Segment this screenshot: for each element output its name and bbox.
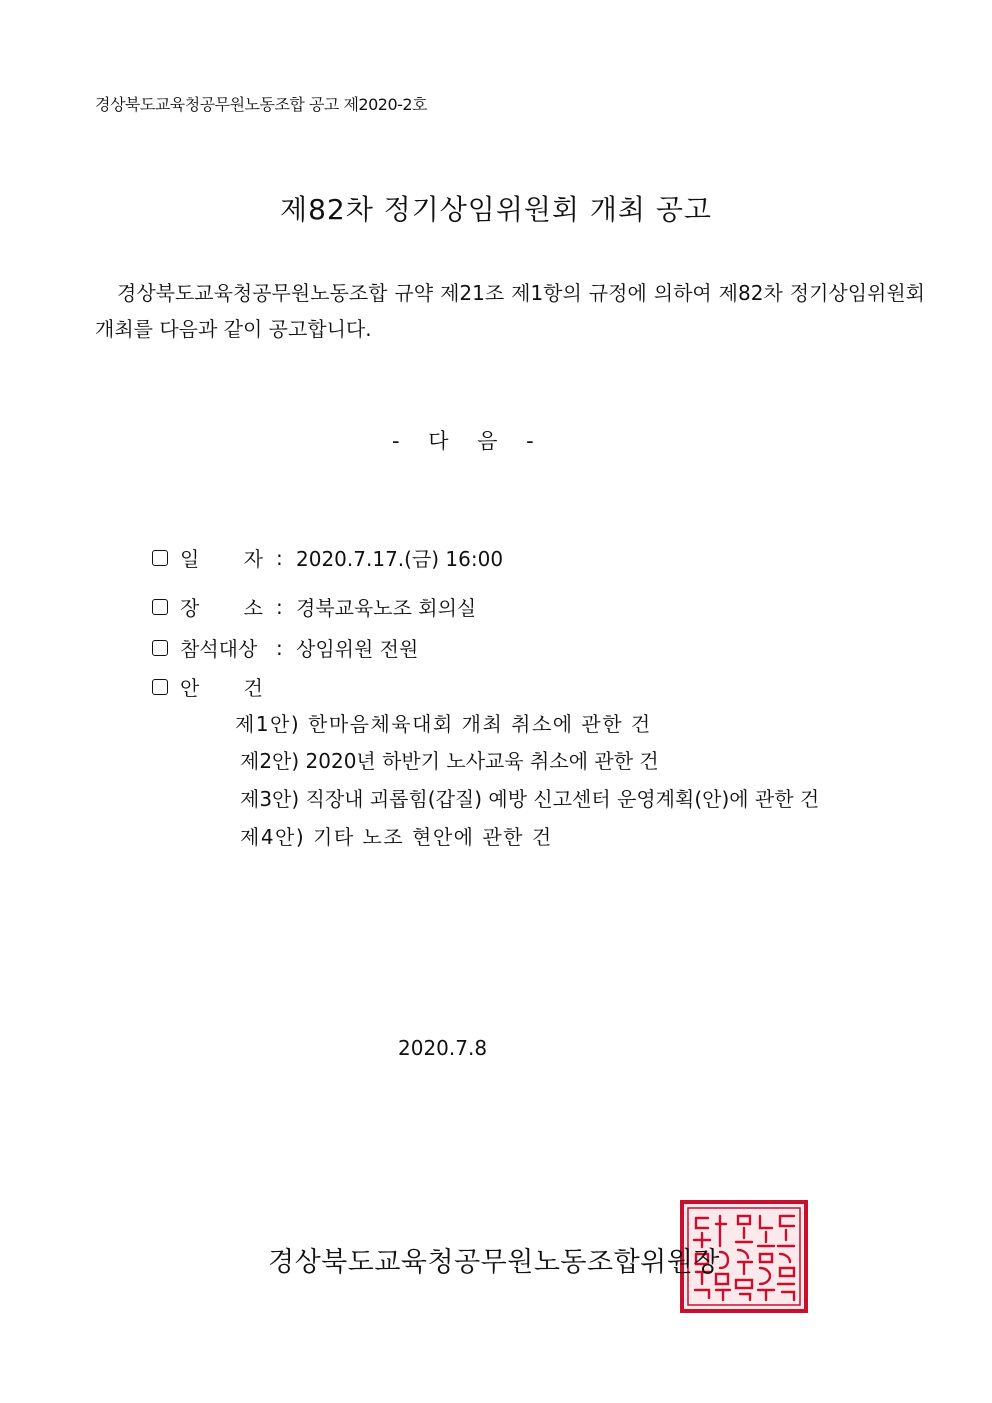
item-date (152, 543, 503, 572)
item-date-colon: : (276, 545, 283, 570)
intro-paragraph: 경상북도교육청공무원노동조합 규약 제21조 제1항의 규정에 의하여 제82차 정기상임위원회 개최를 다음과 같이 공고합니다. (95, 281, 925, 341)
item-place-value: 경북교육노조 회의실 (296, 596, 477, 620)
checkbox-square-icon (152, 679, 168, 695)
item-date-label: 일 자 (180, 547, 263, 571)
item-attendees-colon: : (276, 635, 283, 660)
item-attendees-value: 상임위원 전원 (296, 637, 419, 661)
checkbox-square-icon (152, 550, 168, 566)
item-place-colon: : (276, 594, 283, 619)
agenda-item-4: 제4안) 기타 노조 현안에 관한 건 (240, 825, 553, 849)
agenda-item-2: 제2안) 2020년 하반기 노사교육 취소에 관한 건 (240, 749, 659, 773)
agenda-item-3: 제3안) 직장내 괴롭힘(갑질) 예방 신고센터 운영계획(안)에 관한 건 (240, 787, 820, 811)
agenda-item-1: 제1안) 한마음체육대회 개최 취소에 관한 건 (235, 712, 652, 736)
section-heading-daeum: - 다 음 - (392, 429, 534, 453)
notice-number: 경상북도교육청공무원노동조합 공고 제2020-2호 (95, 95, 428, 114)
document-title: 제82차 정기상임위원회 개최 공고 (280, 193, 712, 226)
checkbox-square-icon (152, 599, 168, 615)
signatory-name: 경상북도교육청공무원노동조합위원장 (268, 1247, 720, 1278)
document-date: 2020.7.8 (398, 1036, 488, 1060)
item-agenda (152, 672, 263, 701)
item-attendees-label: 참석대상 (180, 637, 258, 661)
item-place (152, 592, 476, 621)
checkbox-square-icon (152, 640, 168, 656)
item-agenda-label: 안 건 (180, 676, 263, 700)
item-attendees (152, 633, 418, 662)
item-date-value: 2020.7.17.(금) 16:00 (296, 547, 504, 571)
item-place-label: 장 소 (180, 596, 263, 620)
